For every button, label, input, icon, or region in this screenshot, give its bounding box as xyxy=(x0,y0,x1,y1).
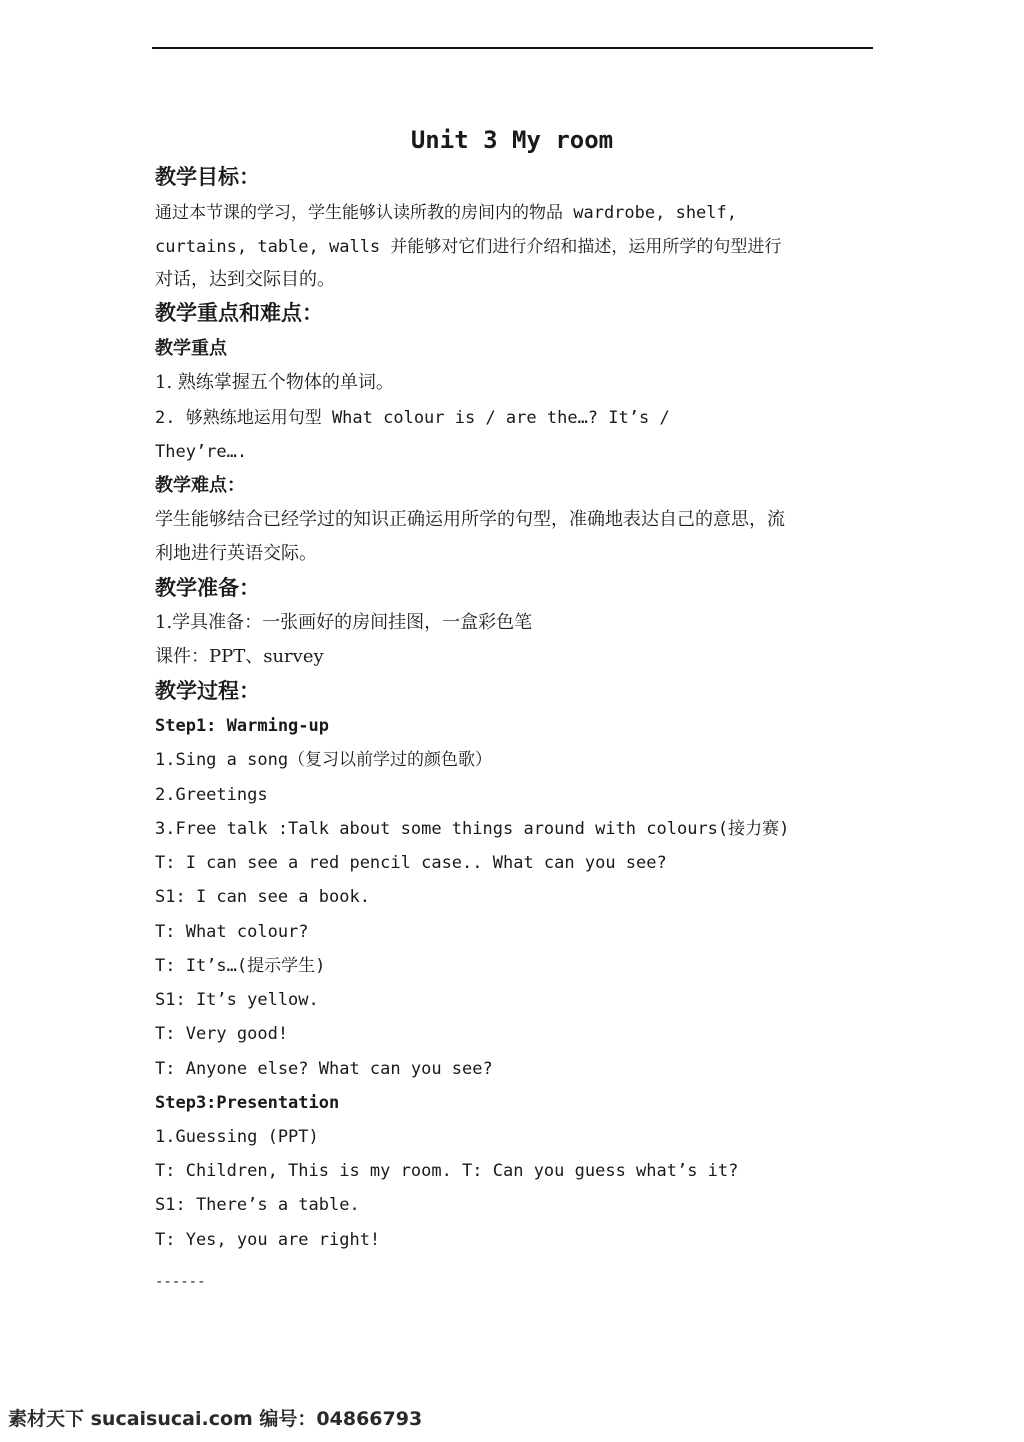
step1-line: T: I can see a red pencil case.. What can you see? xyxy=(155,853,667,873)
preparation-item: 1.学具准备：一张画好的房间挂图，一盒彩色笔 xyxy=(155,612,533,633)
step3-line: T: Yes, you are right! xyxy=(155,1230,381,1250)
step3-line: 1.Guessing (PPT) xyxy=(155,1127,319,1147)
key-points-subheading: 教学重点 xyxy=(155,338,227,359)
step1-line: S1: I can see a book. xyxy=(155,887,370,907)
step1-line: T: What colour? xyxy=(155,922,309,942)
difficulty-line: 利地进行英语交际。 xyxy=(155,543,317,564)
preparation-item: 课件：PPT、survey xyxy=(155,646,324,667)
objectives-heading: 教学目标： xyxy=(155,165,260,189)
top-rule xyxy=(152,47,873,49)
step1-line: 2.Greetings xyxy=(155,785,268,805)
preparation-heading: 教学准备： xyxy=(155,576,260,600)
step1-line: S1: It’s yellow. xyxy=(155,990,319,1010)
page-title: Unit 3 My room xyxy=(410,126,614,154)
key-point-item: 2. 够熟练地运用句型 What colour is / are the…? It’s / xyxy=(155,408,670,428)
objectives-line: 通过本节课的学习，学生能够认读所教的房间内的物品 wardrobe, shelf, xyxy=(155,203,737,223)
key-points-heading: 教学重点和难点： xyxy=(155,301,323,325)
step1-line: 3.Free talk :Talk about some things around with colours(接力赛) xyxy=(155,819,790,839)
step1-heading: Step1: Warming-up xyxy=(155,716,329,736)
difficulty-line: 学生能够结合已经学过的知识正确运用所学的句型，准确地表达自己的意思，流 xyxy=(155,509,785,530)
step3-line: S1: There’s a table. xyxy=(155,1195,360,1215)
step1-line: 1.Sing a song（复习以前学过的颜色歌） xyxy=(155,750,493,770)
step1-line: T: Very good! xyxy=(155,1024,289,1044)
step1-line: T: Anyone else? What can you see? xyxy=(155,1059,493,1079)
ending-dashes: ------ xyxy=(155,1274,206,1290)
difficulty-subheading: 教学难点： xyxy=(155,475,245,496)
process-heading: 教学过程： xyxy=(155,679,260,703)
watermark: 素材天下 sucaisucai.com 编号：04866793 xyxy=(8,1408,423,1430)
objectives-line: curtains, table, walls 并能够对它们进行介绍和描述，运用所学的句型进行 xyxy=(155,237,782,257)
key-point-item: They’re…. xyxy=(155,442,248,462)
key-point-item: 1. 熟练掌握五个物体的单词。 xyxy=(155,372,394,393)
step3-heading: Step3:Presentation xyxy=(155,1093,340,1113)
step1-line: T: It’s…(提示学生) xyxy=(155,956,326,976)
objectives-line: 对话，达到交际目的。 xyxy=(155,269,335,290)
step3-line: T: Children, This is my room. T: Can you guess what’s it? xyxy=(155,1161,739,1181)
